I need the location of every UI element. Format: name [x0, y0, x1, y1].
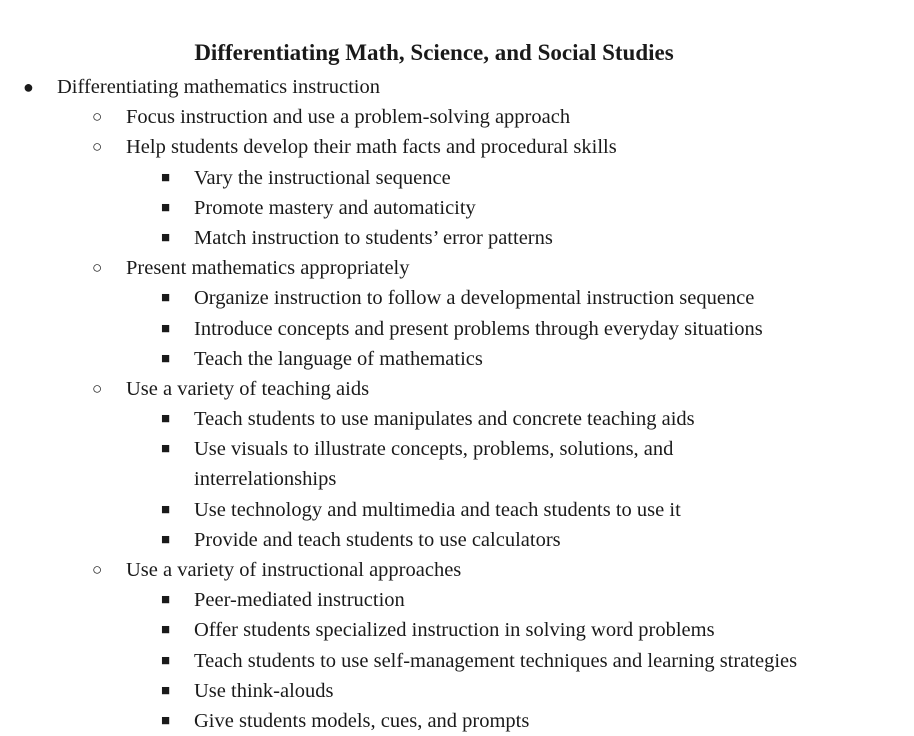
list-item	[0, 132, 914, 162]
list-item-text: Teach students to use self-management techniques and learning strategies	[194, 649, 798, 672]
list-item-text: Focus instruction and use a problem-solving approach	[126, 106, 571, 129]
list-item	[0, 253, 914, 283]
list-item	[0, 676, 914, 706]
list-item-text: Teach the language of mathematics	[194, 347, 483, 370]
list-item-text: Differentiating mathematics instruction	[57, 76, 380, 98]
square-bullet-icon: ■	[161, 229, 171, 246]
list-item	[0, 404, 914, 434]
list-item-text: Provide and teach students to use calculators	[194, 528, 561, 551]
list-item-text: Organize instruction to follow a developmental instruction sequence	[194, 287, 755, 310]
list-item-text: Use think-alouds	[194, 679, 334, 702]
square-bullet-icon: ■	[161, 350, 171, 367]
outline-list	[0, 72, 914, 736]
list-item-text: Promote mastery and automaticity	[194, 196, 476, 219]
list-item-text: Teach students to use manipulates and concrete teaching aids	[194, 408, 695, 431]
square-bullet-icon: ■	[161, 290, 171, 307]
list-item-text: Offer students specialized instruction in solving word problems	[194, 619, 715, 642]
square-bullet-icon: ■	[161, 622, 171, 639]
circle-bullet-icon: ○	[92, 107, 103, 127]
list-item-text: Help students develop their math facts and procedural skills	[126, 136, 617, 159]
square-bullet-icon: ■	[161, 682, 171, 699]
circle-bullet-icon: ○	[92, 560, 103, 580]
list-item-text: Vary the instructional sequence	[194, 166, 451, 189]
square-bullet-icon: ■	[161, 441, 171, 458]
list-item-text: Introduce concepts and present problems through everyday situations	[194, 317, 763, 340]
page-title: Differentiating Math, Science, and Social Studies	[194, 40, 674, 65]
list-item	[0, 706, 914, 736]
list-item	[0, 163, 914, 193]
square-bullet-icon: ■	[161, 712, 171, 729]
list-item-text: Use a variety of instructional approaches	[126, 559, 462, 582]
circle-bullet-icon: ○	[92, 258, 103, 278]
square-bullet-icon: ■	[161, 320, 171, 337]
list-item	[0, 223, 914, 253]
circle-bullet-icon: ○	[92, 137, 103, 157]
square-bullet-icon: ■	[161, 531, 171, 548]
disc-bullet-icon: ●	[23, 77, 34, 97]
list-item	[0, 585, 914, 615]
circle-bullet-icon: ○	[92, 378, 103, 398]
list-item-text: Use visuals to illustrate concepts, problems, solutions, and interrelationships	[194, 438, 674, 491]
list-item	[0, 72, 914, 102]
list-item	[0, 434, 914, 494]
list-item-text: Peer-mediated instruction	[194, 589, 405, 612]
list-item	[0, 193, 914, 223]
list-item	[0, 646, 914, 676]
list-item-text: Present mathematics appropriately	[126, 257, 410, 280]
square-bullet-icon: ■	[161, 592, 171, 609]
list-item	[0, 374, 914, 404]
list-item-text: Give students models, cues, and prompts	[194, 709, 530, 732]
list-item	[0, 615, 914, 645]
square-bullet-icon: ■	[161, 411, 171, 428]
list-item	[0, 525, 914, 555]
list-item	[0, 344, 914, 374]
list-item	[0, 555, 914, 585]
list-item-text: Use a variety of teaching aids	[126, 377, 370, 400]
list-item	[0, 314, 914, 344]
list-item	[0, 283, 914, 313]
square-bullet-icon: ■	[161, 169, 171, 186]
list-item-text: Match instruction to students’ error patterns	[194, 226, 553, 249]
square-bullet-icon: ■	[161, 501, 171, 518]
square-bullet-icon: ■	[161, 652, 171, 669]
list-item	[0, 102, 914, 132]
list-item	[0, 495, 914, 525]
list-item-text: Use technology and multimedia and teach students to use it	[194, 498, 681, 521]
square-bullet-icon: ■	[161, 199, 171, 216]
